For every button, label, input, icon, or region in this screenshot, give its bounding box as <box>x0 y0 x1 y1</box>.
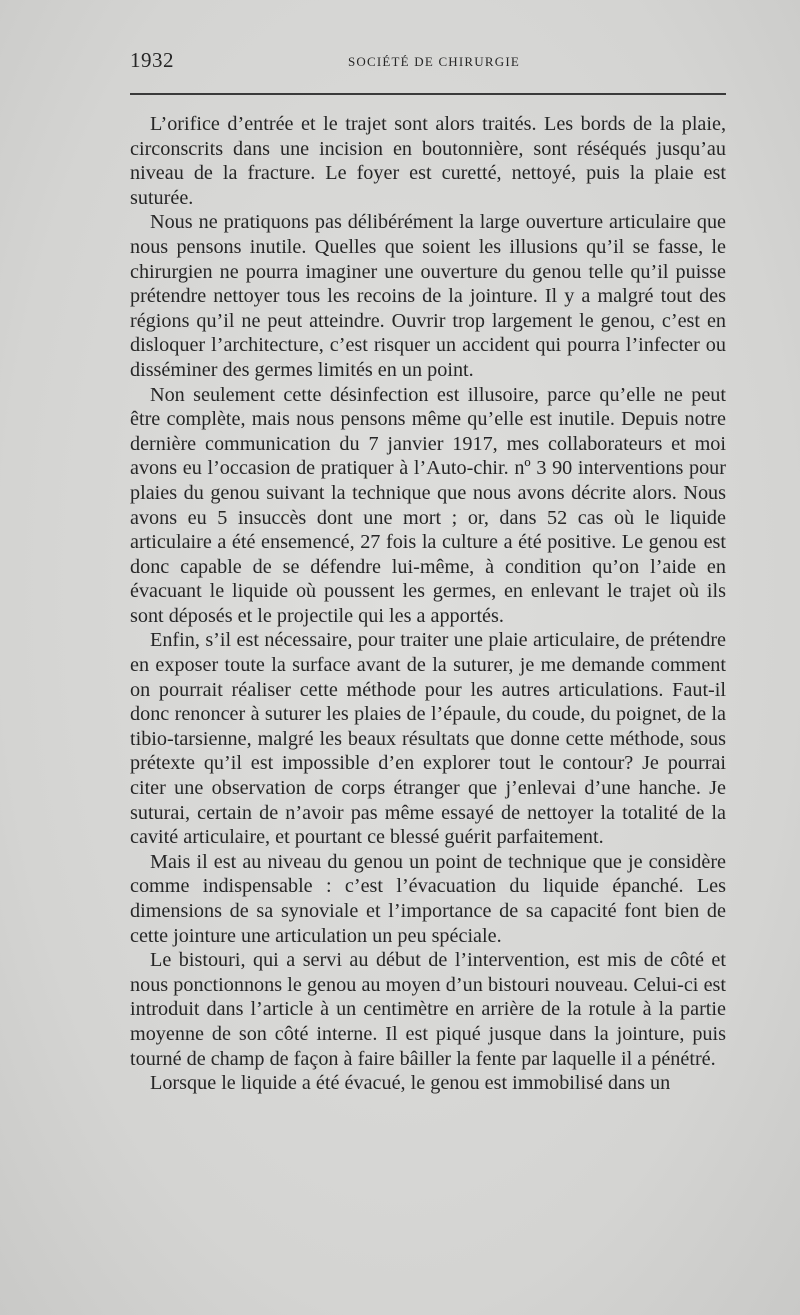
header-rule <box>130 93 726 95</box>
paragraph-desinfection: Non seulement cette désinfection est illusoire, parce qu’elle ne peut être complète, mais nous pensons même qu’elle est inutile. Depuis notre dernière communication du 7 janvier 1917, mes collaborateurs et moi avons eu l’occasion de pratiquer à l’Auto-chir. nº 3 90 interventions pour plaies du genou suivant la technique que nous avons décrite alors. Nous avons eu 5 insuccès dont une mort ; or, dans 52 cas où le liquide articulaire a été ensemencé, 27 fois la culture a été positive. Le genou est donc capable de se défendre lui-même, à condition qu’on l’aide en évacuant le liquide où poussent les germes, en enlevant le trajet où ils sont déposés et le projectile qui les a apportés. <box>130 383 726 627</box>
paragraph-immobilisation: Lorsque le liquide a été évacué, le genou est immobilisé dans un <box>150 1072 671 1095</box>
running-title: SOCIÉTÉ DE CHIRURGIE <box>347 54 521 69</box>
paragraph-bistouri: Le bistouri, qui a servi au début de l’intervention, est mis de côté et nous ponctionnons le genou au moyen d’un bistouri nouveau. Celui-ci est introduit dans l’article à un centimètre en arrière de la rotule à la partie moyenne de son côté interne. Il est piqué jusque dans la jointure, puis tourné de champ de façon à faire bâiller la fente par laquelle il a pénétré. <box>130 949 726 1070</box>
page-number: 1932 <box>130 48 174 72</box>
paragraph-evacuation: Mais il est au niveau du genou un point de technique que je considère comme indispensable : c’est l’évacuation du liquide épanché. Les dimensions de sa synoviale et l’importance de sa capacité font bien de cette jointure une articulation un peu spéciale. <box>130 850 726 947</box>
body-text <box>130 112 726 1096</box>
paragraph-autres-articulations: Enfin, s’il est nécessaire, pour traiter une plaie articulaire, de prétendre en exposer toute la surface avant de la suturer, je me demande comment on pourrait réaliser cette méthode pour les autres articulations. Faut-il donc renoncer à suturer les plaies de l’épaule, du coude, du poignet, de la tibio-tarsienne, malgré les beaux résultats que donne cette méthode, sous prétexte qu’il est impossible d’en explorer tout le contour? Je pourrai citer une observation de corps étranger que j’enlevai d’une hanche. Je suturai, certain de n’avoir pas même essayé de nettoyer la totalité de la cavité articulaire, et pourtant ce blessé guérit parfaitement. <box>130 629 726 849</box>
paragraph-orifice: L’orifice d’entrée et le trajet sont alors traités. Les bords de la plaie, circonscrits dans une incision en boutonnière, sont réséqués jusqu’au niveau de la fracture. Le foyer est curetté, nettoyé, puis la plaie est suturée. <box>130 113 726 209</box>
paragraph-ouverture: Nous ne pratiquons pas délibérément la large ouverture articulaire que nous pensons inutile. Quelles que soient les illusions qu’il se fasse, le chirurgien ne pourra imaginer une ouverture du genou telle qu’il puisse prétendre nettoyer tous les recoins de la jointure. Il y a malgré tout des régions qu’il ne peut atteindre. Ouvrir trop largement le genou, c’est en disloquer l’architecture, c’est risquer un accident qui pourra l’infecter ou disséminer des germes limités en un point. <box>130 211 726 381</box>
running-head <box>130 48 726 76</box>
